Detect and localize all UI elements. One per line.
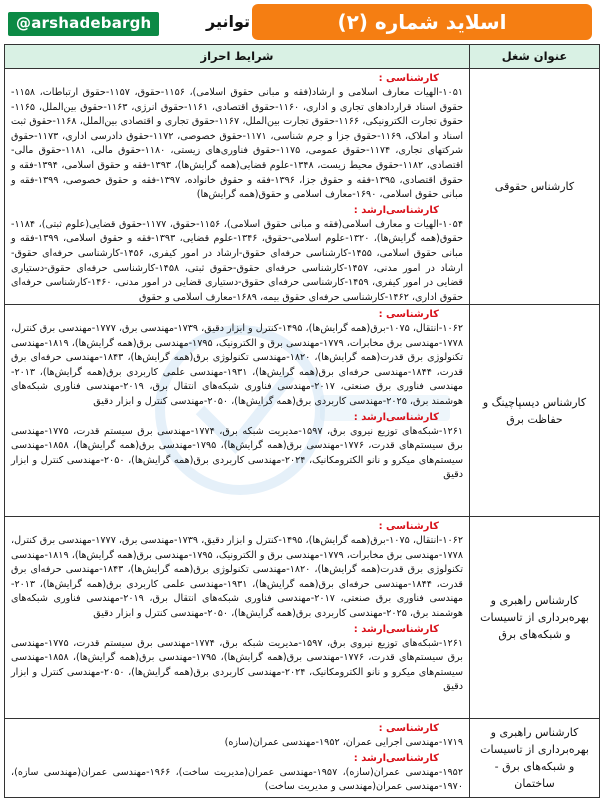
master-label: کارشناسی‌ارشد : <box>353 752 439 764</box>
channel-handle: @arshadebargh <box>8 12 159 36</box>
master-majors: ۱۲۶۱-شبکه‌های توزیع نیروی برق، ۱۵۹۷-مدیریت شبکه برق، ۱۷۷۴-مهندسی برق سیستم قدرت، ۱۷۷۵-مهندسی برق سیستم‌های قدرت، ۱۷۷۶-مهندسی برق(همه گرایش‌ها)، ۱۷۹۵-مهندسی برق(همه گرایش‌ها)، ۱۸۵۸-مهندسی سیستم‌های میکرو و نانو الکترومکانیک، ۲۰۲۴-مهندسی کاربردی برق(همه گرایش‌ها)، ۲۰۵۰-مهندسی کنترل و ابزار دقیق <box>11 425 464 481</box>
bachelor-majors: ۱۷۱۹-مهندسی اجرایی عمران، ۱۹۵۲-مهندسی عمران(سازه) <box>224 737 463 748</box>
bachelor-label: کارشناسی : <box>378 309 439 320</box>
job-title: کارشناس حقوقی <box>469 69 599 304</box>
column-header-conditions: شرایط احراز <box>200 49 274 63</box>
table-row <box>5 517 599 719</box>
bachelor-label: کارشناسی : <box>378 723 439 734</box>
master-majors: ۱۹۵۲-مهندسی عمران(سازه)، ۱۹۵۷-مهندسی عمران(مدیریت ساخت)، ۱۹۶۶-مهندسی عمران(مهندسی سازه)، ۱۹۷۰-مهندسی عمران(مهندسی و مدیریت ساخت) <box>11 766 463 793</box>
job-title: کارشناس راهبری و بهره‌برداری از تاسیسات و شبکه‌های برق - ساختمان <box>469 719 599 797</box>
bachelor-label: کارشناسی : <box>378 73 439 84</box>
conditions-cell <box>5 719 469 797</box>
bachelor-majors: ۱۰۶۲-انتقال، ۱۰۷۵-برق(همه گرایش‌ها)، ۱۴۹۵-کنترل و ابزار دقیق، ۱۷۳۹-مهندسی برق، ۱۷۷۷-مهندسی برق کنترل، ۱۷۷۸-مهندسی برق مخابرات، ۱۷۷۹-مهندسی برق و الکترونیک، ۱۷۹۵-مهندسی برق(همه گرایش‌ها)، ۱۸۱۹-مهندسی تکنولوژی برق قدرت(همه گرایش‌ها)، ۱۸۲۰-مهندسی تکنولوژی برق(همه گرایش‌ها)، ۱۸۴۳-مهندسی حرفه‌ای برق قدرت، ۱۸۴۴-مهندسی حرفه‌ای برق(همه گرایش‌ها)، ۱۹۳۱-مهندسی علمی کاربردی برق(همه گرایش‌ها)، ۲۰۱۳-مهندسی فناوری برق صنعتی، ۲۰۱۷-مهندسی فناوری شبکه‌های انتقال برق، ۲۰۱۹-مهندسی فناوری شبکه‌های هوشمند برق، ۲۰۲۵-مهندسی کاربردی برق(همه گرایش‌ها)، ۲۰۵۰-مهندسی کنترل و ابزار دقیق <box>11 323 464 407</box>
table-row <box>5 719 599 797</box>
conditions-cell <box>5 305 469 516</box>
organization-name: توانیر <box>206 12 251 31</box>
bachelor-label: کارشناسی : <box>378 521 439 532</box>
master-majors: ۱۰۵۴-الهیات و معارف اسلامی(فقه و مبانی حقوق اسلامی)، ۱۱۵۶-حقوق، ۱۱۷۷-حقوق قضایی(علوم ثبتی)، ۱۱۸۴-حقوق(همه گرایش‌ها)، ۱۳۲۰-علوم اسلامی-حقوق، ۱۳۴۶-علوم قضایی، ۱۳۹۳-فقه و حقوق اسلامی، ۱۳۹۹-فقه و مبانی حقوق اسلامی، ۱۴۵۵-کارشناسی حرفه‌ای حقوق-ارشاد در امور کیفری، ۱۴۵۶-کارشناسی حرفه‌ای حقوق-ارشاد در امور مدنی، ۱۴۵۷-کارشناسی حرفه‌ای حقوق-حقوق ثبتی، ۱۴۵۸-کارشناسی حرفه‌ای حقوق-دستیاری قضایی در امور کیفری، ۱۴۵۹-کارشناسی حرفه‌ای حقوق-دستیاری قضایی در امور مدنی، ۱۴۶۰-کارشناسی حرفه‌ای حقوق اداری، ۱۴۶۲-کارشناسی حرفه‌ای حقوق بیمه، ۱۶۸۹-معارف اسلامی و حقوق <box>11 218 463 303</box>
conditions-cell <box>5 69 469 304</box>
table-row <box>5 69 599 305</box>
job-title: کارشناس دیسپاچینگ و حفاظت برق <box>469 305 599 516</box>
master-label: کارشناسی‌ارشد : <box>353 623 439 635</box>
slide-header <box>0 0 603 45</box>
master-label: کارشناسی‌ارشد : <box>353 204 439 216</box>
table-row <box>5 305 599 517</box>
conditions-cell <box>5 517 469 718</box>
requirements-table <box>4 44 600 798</box>
master-majors: ۱۲۶۱-شبکه‌های توزیع نیروی برق، ۱۵۹۷-مدیریت شبکه برق، ۱۷۷۴-مهندسی برق سیستم قدرت، ۱۷۷۵-مهندسی برق سیستم‌های قدرت، ۱۷۷۶-مهندسی برق(همه گرایش‌ها)، ۱۷۹۵-مهندسی برق(همه گرایش‌ها)، ۱۸۵۸-مهندسی سیستم‌های میکرو و نانو الکترومکانیک، ۲۰۲۴-مهندسی کاربردی برق(همه گرایش‌ها)، ۲۰۵۰-مهندسی کنترل و ابزار دقیق <box>11 637 464 693</box>
slide-title: اسلاید شماره (۲) <box>252 4 592 40</box>
job-title: کارشناس راهبری و بهره‌برداری از تاسیسات و شبکه‌های برق <box>469 517 599 718</box>
master-label: کارشناسی‌ارشد : <box>353 411 439 423</box>
table-header <box>5 45 599 69</box>
column-header-job-title: عنوان شغل <box>469 45 599 68</box>
bachelor-majors: ۱۰۵۱-الهیات معارف اسلامی و ارشاد(فقه و مبانی حقوق اسلامی)، ۱۱۵۶-حقوق، ۱۱۵۷-حقوق ارتباطات، ۱۱۵۸-حقوق اسناد قراردادهای تجاری و اداری، ۱۱۶۰-حقوق اقتصادی، ۱۱۶۱-حقوق انرژی، ۱۱۶۳-حقوق بین‌الملل، ۱۱۶۵-حقوق تجارت الکترونیکی، ۱۱۶۶-حقوق تجارت بین‌الملل، ۱۱۶۷-حقوق تجاری و اقتصادی بین‌الملل، ۱۱۶۸-حقوق ثبت اسناد و املاک، ۱۱۶۹-حقوق جزا و جرم شناسی، ۱۱۷۱-حقوق خصوصی، ۱۱۷۲-حقوق دادرسی اداری، ۱۱۷۳-حقوق شرکتهای تجاری، ۱۱۷۴-حقوق عمومی، ۱۱۷۵-حقوق فناوری‌های زیستی، ۱۱۸۰-حقوق مالی، ۱۱۸۱-حقوق مالی-اقتصادی، ۱۱۸۲-حقوق محیط زیست، ۱۳۴۸-علوم قضایی(همه گرایش‌ها)، ۱۳۹۳-فقه و حقوق اسلامی، ۱۳۹۴-فقه و حقوق اقتصادی، ۱۳۹۵-فقه و حقوق جزا، ۱۳۹۶-فقه و حقوق خانواده، ۱۳۹۷-فقه و حقوق خصوصی، ۱۳۹۹-فقه و مبانی حقوق اسلامی، ۱۶۹۰-معارف اسلامی و حقوق(همه گرایش‌ها) <box>11 87 464 201</box>
bachelor-majors: ۱۰۶۲-انتقال، ۱۰۷۵-برق(همه گرایش‌ها)، ۱۴۹۵-کنترل و ابزار دقیق، ۱۷۳۹-مهندسی برق، ۱۷۷۷-مهندسی برق کنترل، ۱۷۷۸-مهندسی برق مخابرات، ۱۷۷۹-مهندسی برق و الکترونیک، ۱۷۹۵-مهندسی برق(همه گرایش‌ها)، ۱۸۱۹-مهندسی تکنولوژی برق قدرت(همه گرایش‌ها)، ۱۸۲۰-مهندسی تکنولوژی برق(همه گرایش‌ها)، ۱۸۴۳-مهندسی حرفه‌ای برق قدرت، ۱۸۴۴-مهندسی حرفه‌ای برق(همه گرایش‌ها)، ۱۹۳۱-مهندسی علمی کاربردی برق(همه گرایش‌ها)، ۲۰۱۳-مهندسی فناوری برق صنعتی، ۲۰۱۷-مهندسی فناوری شبکه‌های انتقال برق، ۲۰۱۹-مهندسی فناوری شبکه‌های هوشمند برق، ۲۰۲۵-مهندسی کاربردی برق(همه گرایش‌ها)، ۲۰۵۰-مهندسی کنترل و ابزار دقیق <box>11 535 464 619</box>
